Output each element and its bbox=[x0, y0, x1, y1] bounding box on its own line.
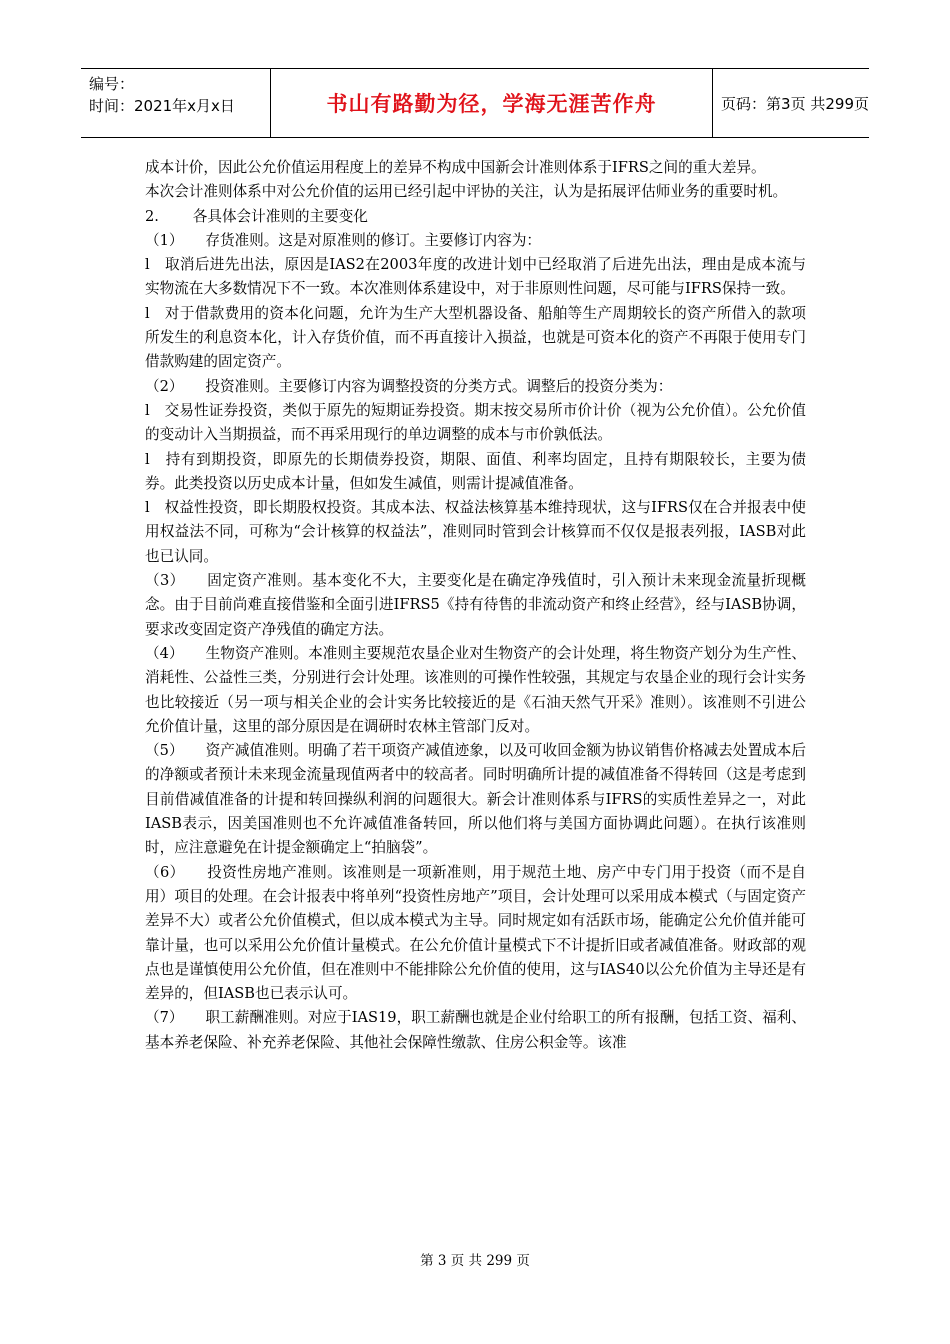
header-page-info: 页码：第3页 共299页 bbox=[721, 94, 869, 113]
document-date: 时间：2021年x月x日 bbox=[89, 97, 235, 115]
bullet-paragraph: l 取消后进先出法，原因是IAS2在2003年度的改进计划中已经取消了后进先出法，理由是成本流与实物流在大多数情况下不一致。本次准则体系建设中，对于非原则性问题，尽可能与IFRS保持一致。 bbox=[145, 256, 806, 298]
document-number-label: 编号： bbox=[89, 75, 135, 93]
paragraph: （5） 资产减值准则。明确了若干项资产减值迹象，以及可收回金额为协议销售价格减去处置成本后的净额或者预计未来现金流量现值两者中的较高者。同时明确所计提的减值准备不得转回（这是考虑到目前借减值准备的计提和转回操纵利润的问题很大。新会计准则体系与IFRS的实质性差异之一，对此IASB表示，因美国准则也不允许减值准备转回，所以他们将与美国方面协调此问题）。在执行该准则时，应注意避免在计提金额确定上“拍脑袋”。 bbox=[145, 742, 806, 857]
paragraph: 本次会计准则体系中对公允价值的运用已经引起中评协的关注，认为是拓展评估师业务的重要时机。 bbox=[145, 183, 788, 201]
paragraph: 成本计价，因此公允价值运用程度上的差异不构成中国新会计准则体系于IFRS之间的重大差异。 bbox=[145, 159, 766, 176]
bullet-paragraph: l 交易性证券投资，类似于原先的短期证券投资。期末按交易所市价计价（视为公允价值）。公允价值的变动计入当期损益，而不再采用现行的单边调整的成本与市价孰低法。 bbox=[145, 401, 806, 444]
header-meta-cell bbox=[81, 69, 271, 137]
page-header bbox=[81, 68, 869, 138]
page-footer: 第 3 页 共 299 页 bbox=[420, 1253, 530, 1269]
header-motto: 书山有路勤为径，学海无涯苦作舟 bbox=[271, 69, 713, 137]
bullet-paragraph: l 持有到期投资，即原先的长期债券投资，期限、面值、利率均固定，且持有期限较长，主要为债券。此类投资以历史成本计量，但如发生减值，则需计提减值准备。 bbox=[145, 450, 806, 492]
document-body bbox=[145, 156, 806, 1055]
paragraph: （4） 生物资产准则。本准则主要规范农垦企业对生物资产的会计处理，将生物资产划分为生产性、消耗性、公益性三类，分别进行会计处理。该准则的可操作性较强，其规定与农垦企业的现行会计实务也比较接近（另一项与相关企业的会计实务比较接近的是《石油天然气开采》准则）。该准则不引进公允价值计量，这里的部分原因是在调研时农林主管部门反对。 bbox=[145, 644, 806, 735]
paragraph: （3） 固定资产准则。基本变化不大，主要变化是在确定净残值时，引入预计未来现金流量折现概念。由于目前尚难直接借鉴和全面引进IFRS5《持有待售的非流动资产和终止经营》，经与IASB协调，要求改变固定资产净残值的确定方法。 bbox=[145, 572, 806, 638]
paragraph: （1） 存货准则。这是对原准则的修订。主要修订内容为： bbox=[145, 231, 542, 249]
section-heading: 2. 各具体会计准则的主要变化 bbox=[145, 207, 368, 225]
paragraph: （6） 投资性房地产准则。该准则是一项新准则，用于规范土地、房产中专门用于投资（而不是自用）项目的处理。在会计报表中将单列“投资性房地产”项目，会计处理可以采用成本模式（与固定资产差异不大）或者公允价值模式，但以成本模式为主导。同时规定如有活跃市场，能确定公允价值并能可靠计量，也可以采用公允价值计量模式。在公允价值计量模式下不计提折旧或者减值准备。财政部的观点也是谨慎使用公允价值，但在准则中不能排除公允价值的使用，这与IAS40以公允价值为主导还是有差异的，但IASB也已表示认可。 bbox=[145, 863, 806, 1003]
bullet-paragraph: l 权益性投资，即长期股权投资。其成本法、权益法核算基本维持现状，这与IFRS仅在合并报表中使用权益法不同，可称为“会计核算的权益法”，准则同时管到会计核算而不仅仅是报表列报，IASB对此也已认同。 bbox=[145, 499, 806, 565]
bullet-paragraph: l 对于借款费用的资本化问题，允许为生产大型机器设备、船舶等生产周期较长的资产所借入的款项所发生的利息资本化，计入存货价值，而不再直接计入损益，也就是可资本化的资产不再限于使用专门借款购建的固定资产。 bbox=[145, 304, 806, 371]
paragraph: （2） 投资准则。主要修订内容为调整投资的分类方式。调整后的投资分类为： bbox=[145, 377, 673, 395]
paragraph: （7） 职工薪酬准则。对应于IAS19，职工薪酬也就是企业付给职工的所有报酬，包括工资、福利、基本养老保险、补充养老保险、其他社会保障性缴款、住房公积金等。该准 bbox=[145, 1009, 806, 1051]
